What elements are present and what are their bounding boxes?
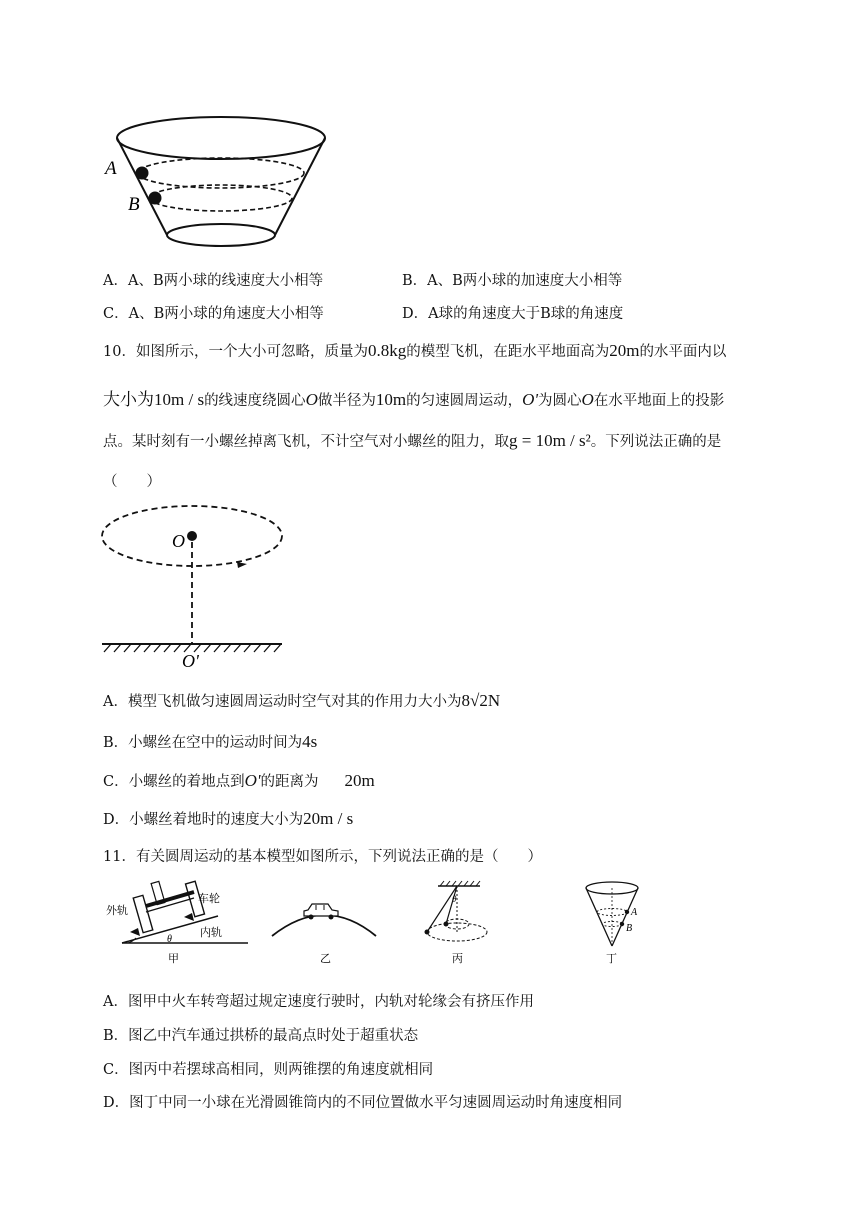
direction-arrow <box>237 562 247 568</box>
label-ding: 丁 <box>606 952 617 965</box>
label-inner-rail: 内轨 <box>200 926 222 939</box>
orbit-b-dashed <box>150 185 292 211</box>
ball-b <box>149 192 162 205</box>
q11-option-b: B．图乙中汽车通过拱桥的最高点时处于超重状态 <box>103 1028 419 1044</box>
q10-option-c: C．小螺丝的着地点到O'的距离为 20m <box>103 771 375 790</box>
q11-stem: 11．有关圆周运动的基本模型如图所示，下列说法正确的是（ ） <box>103 849 542 865</box>
q9-cone-figure <box>95 108 345 256</box>
fig-jia-train-track <box>122 881 248 943</box>
label-theta-jia: θ <box>167 934 172 945</box>
fig-yi-arch-bridge <box>272 904 376 936</box>
q10-stem-line-1: 10．如图所示，一个大小可忽略，质量为0.8kg的模型飞机，在距水平地面高为20m的水平面内以 <box>103 341 727 360</box>
q9-option-d: D．A球的角速度大于B球的角速度 <box>402 306 624 322</box>
q11-option-d: D．图丁中同一小球在光滑圆锥筒内的不同位置做水平匀速圆周运动时角速度相同 <box>103 1095 623 1111</box>
label-b: B <box>128 194 140 215</box>
q10-option-a: A．模型飞机做匀速圆周运动时空气对其的作用力大小为8√2N <box>103 691 501 710</box>
cone-top-rim <box>117 117 325 159</box>
q10-answer-bracket: （ ） <box>103 474 161 490</box>
q11-option-c: C．图丙中若摆球高相同，则两锥摆的角速度就相同 <box>103 1062 434 1078</box>
label-yi: 乙 <box>320 952 331 965</box>
orbit-a-dashed <box>138 158 304 188</box>
q11-models-figure <box>100 880 680 970</box>
q10-option-d: D．小螺丝着地时的速度大小为20m / s <box>103 809 354 828</box>
fig-bing-conical-pendulum <box>425 881 488 941</box>
label-ding-b: B <box>626 923 633 934</box>
label-a: A <box>105 158 117 179</box>
cone-bottom-rim <box>167 224 275 246</box>
label-outer-rail: 外轨 <box>106 904 128 917</box>
center-o-dot <box>187 531 197 541</box>
q10-stem-line-3: 点。某时刻有一小螺丝掉离飞机，不计空气对小螺丝的阻力，取g = 10m / s²。下列说法正确的是 <box>103 431 722 450</box>
label-jia: 甲 <box>168 952 179 965</box>
q9-option-a: A．A、B两小球的线速度大小相等 <box>103 273 324 289</box>
q11-option-a: A．图甲中火车转弯超过规定速度行驶时，内轨对轮缘会有挤压作用 <box>103 994 534 1010</box>
label-wheel: 车轮 <box>198 892 220 905</box>
q10-stem-line-2: 大小为10m / s的线速度绕圆心O做半径为10m的匀速圆周运动，O'为圆心O在水平地面上的投影 <box>103 390 725 409</box>
q9-option-c: C．A、B两小球的角速度大小相等 <box>103 306 324 322</box>
label-bing: 丙 <box>452 952 463 965</box>
q10-option-b: B．小螺丝在空中的运动时间为4s <box>103 732 318 751</box>
label-ding-a: A <box>631 907 638 918</box>
label-o-prime: O' <box>182 651 199 670</box>
q10-airplane-figure <box>98 494 298 670</box>
q9-option-b: B．A、B两小球的加速度大小相等 <box>402 273 623 289</box>
label-o: O <box>172 531 185 551</box>
label-theta-bing: θ <box>452 894 457 904</box>
ball-a <box>136 167 149 180</box>
